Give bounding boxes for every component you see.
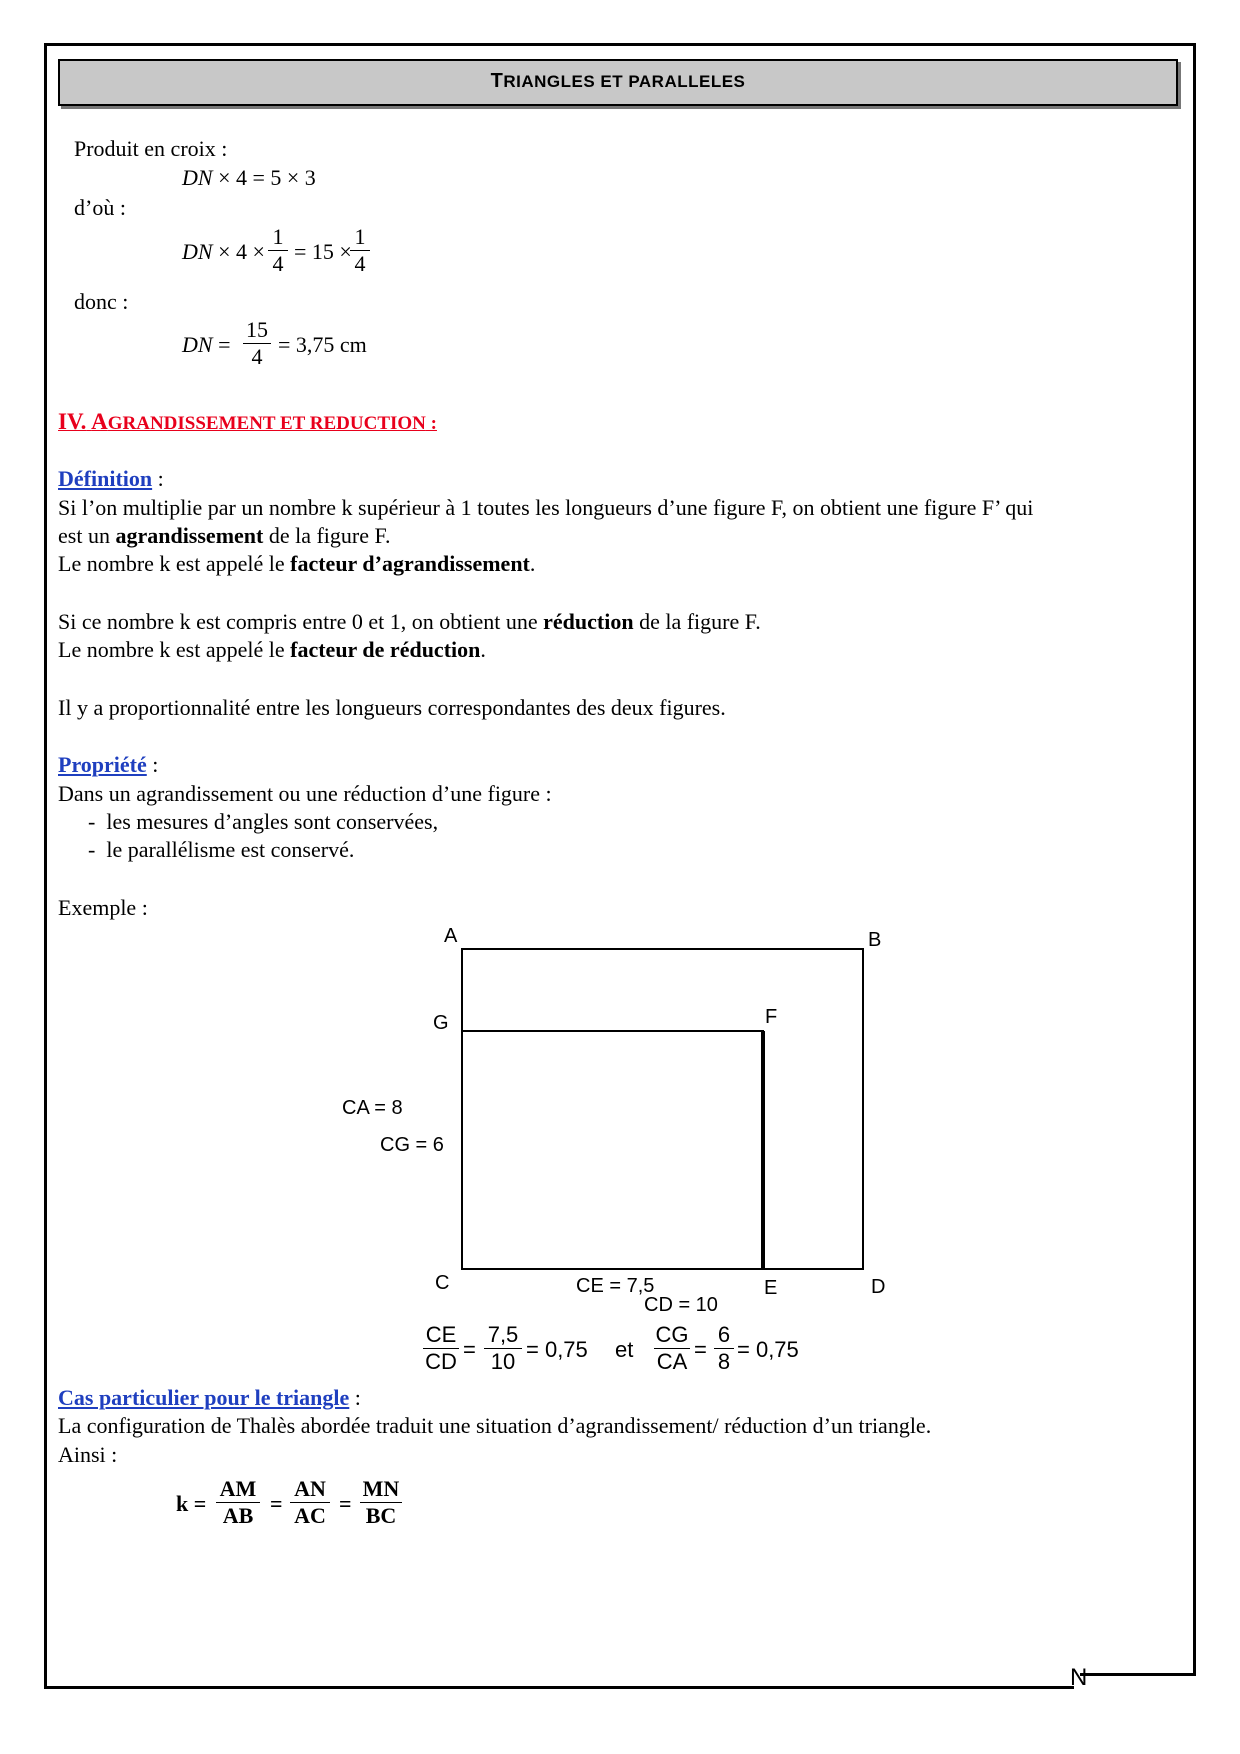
label-ce: CE = 7,5 <box>576 1275 655 1297</box>
definition-line-4: Si ce nombre k est compris entre 0 et 1, on obtient une réduction de la figure F. <box>58 609 761 634</box>
definition-line-3: Le nombre k est appelé le facteur d’agrandissement. <box>58 551 536 576</box>
calc-therefore: donc : <box>74 289 129 314</box>
ratio-2-equals: = <box>694 1337 707 1362</box>
rectangle-abdc <box>462 949 863 1269</box>
point-f-label: F <box>765 1006 778 1028</box>
ratio-2-result: = 0,75 <box>737 1337 799 1362</box>
calc-equation-1: DN × 4 = 5 × 3 <box>182 165 316 190</box>
fraction-am-ab: AM AB <box>216 1476 260 1529</box>
definition-line-1: Si l’on multiplie par un nombre k supérieur à 1 toutes les longueurs d’une figure F, on obtient une figure F’ qui <box>58 495 1034 520</box>
property-bullet-1: - les mesures d’angles sont conservées, <box>88 809 439 834</box>
property-bullet-2: - le parallélisme est conservé. <box>88 837 355 862</box>
point-b-label: B <box>868 929 882 951</box>
section-heading: IV. AGRANDISSEMENT ET REDUCTION : <box>58 409 437 434</box>
triangle-line-1: La configuration de Thalès abordée traduit une situation d’agrandissement/ réduction d’un triangle. <box>58 1413 932 1438</box>
label-ca: CA = 8 <box>342 1097 403 1119</box>
example-label: Exemple : <box>58 895 148 920</box>
property-intro: Dans un agrandissement ou une réduction d’une figure : <box>58 781 552 806</box>
point-d-label: D <box>871 1276 886 1298</box>
ratio-7-5-10: 7,5 10 <box>484 1322 522 1375</box>
ratio-and: et <box>615 1337 634 1362</box>
definition-line-6: Il y a proportionnalité entre les longueurs correspondantes des deux figures. <box>58 695 726 720</box>
calc-equation-2: DN × 4 × <box>182 239 265 264</box>
property-heading: Propriété : <box>58 752 159 777</box>
ratio-1-result: = 0,75 <box>526 1337 588 1362</box>
ratio-1-equals: = <box>463 1337 476 1362</box>
rectangle-gfec <box>462 1031 763 1269</box>
point-c-label: C <box>435 1272 450 1294</box>
calc-hence: d’où : <box>74 195 126 220</box>
fraction-one-quarter-b: 1 4 <box>350 224 370 277</box>
page-corner-mark: N <box>1070 1664 1088 1691</box>
ratio-ce-cd: CE CD <box>423 1322 459 1375</box>
k-label: k = <box>176 1491 207 1516</box>
definition-line-2: est un agrandissement de la figure F. <box>58 523 391 548</box>
calc-result: = 3,75 cm <box>278 332 367 357</box>
point-a-label: A <box>444 925 458 947</box>
ratio-6-8: 6 8 <box>714 1322 734 1375</box>
definition-heading: Définition : <box>58 466 164 491</box>
label-cg: CG = 6 <box>380 1134 444 1156</box>
triangle-heading: Cas particulier pour le triangle : <box>58 1385 361 1410</box>
point-e-label: E <box>764 1277 778 1299</box>
k-equals-1: = <box>270 1491 283 1516</box>
fraction-mn-bc: MN BC <box>360 1476 402 1529</box>
calc-intro: Produit en croix : <box>74 136 228 161</box>
k-equals-2: = <box>339 1491 352 1516</box>
point-g-label: G <box>433 1012 449 1034</box>
triangle-line-2: Ainsi : <box>58 1442 118 1467</box>
fraction-fifteen-quarters: 15 4 <box>243 317 271 370</box>
fraction-an-ac: AN AC <box>290 1476 330 1529</box>
label-cd: CD = 10 <box>644 1294 718 1316</box>
definition-line-5: Le nombre k est appelé le facteur de réduction. <box>58 637 486 662</box>
calc-equation-2-rhs: = 15 × <box>294 239 352 264</box>
fraction-one-quarter-a: 1 4 <box>268 224 288 277</box>
ratio-cg-ca: CG CA <box>655 1322 689 1374</box>
calc-equation-3: DN = <box>182 332 231 357</box>
page-title: TRIANGLES ET PARALLELES <box>490 70 746 92</box>
